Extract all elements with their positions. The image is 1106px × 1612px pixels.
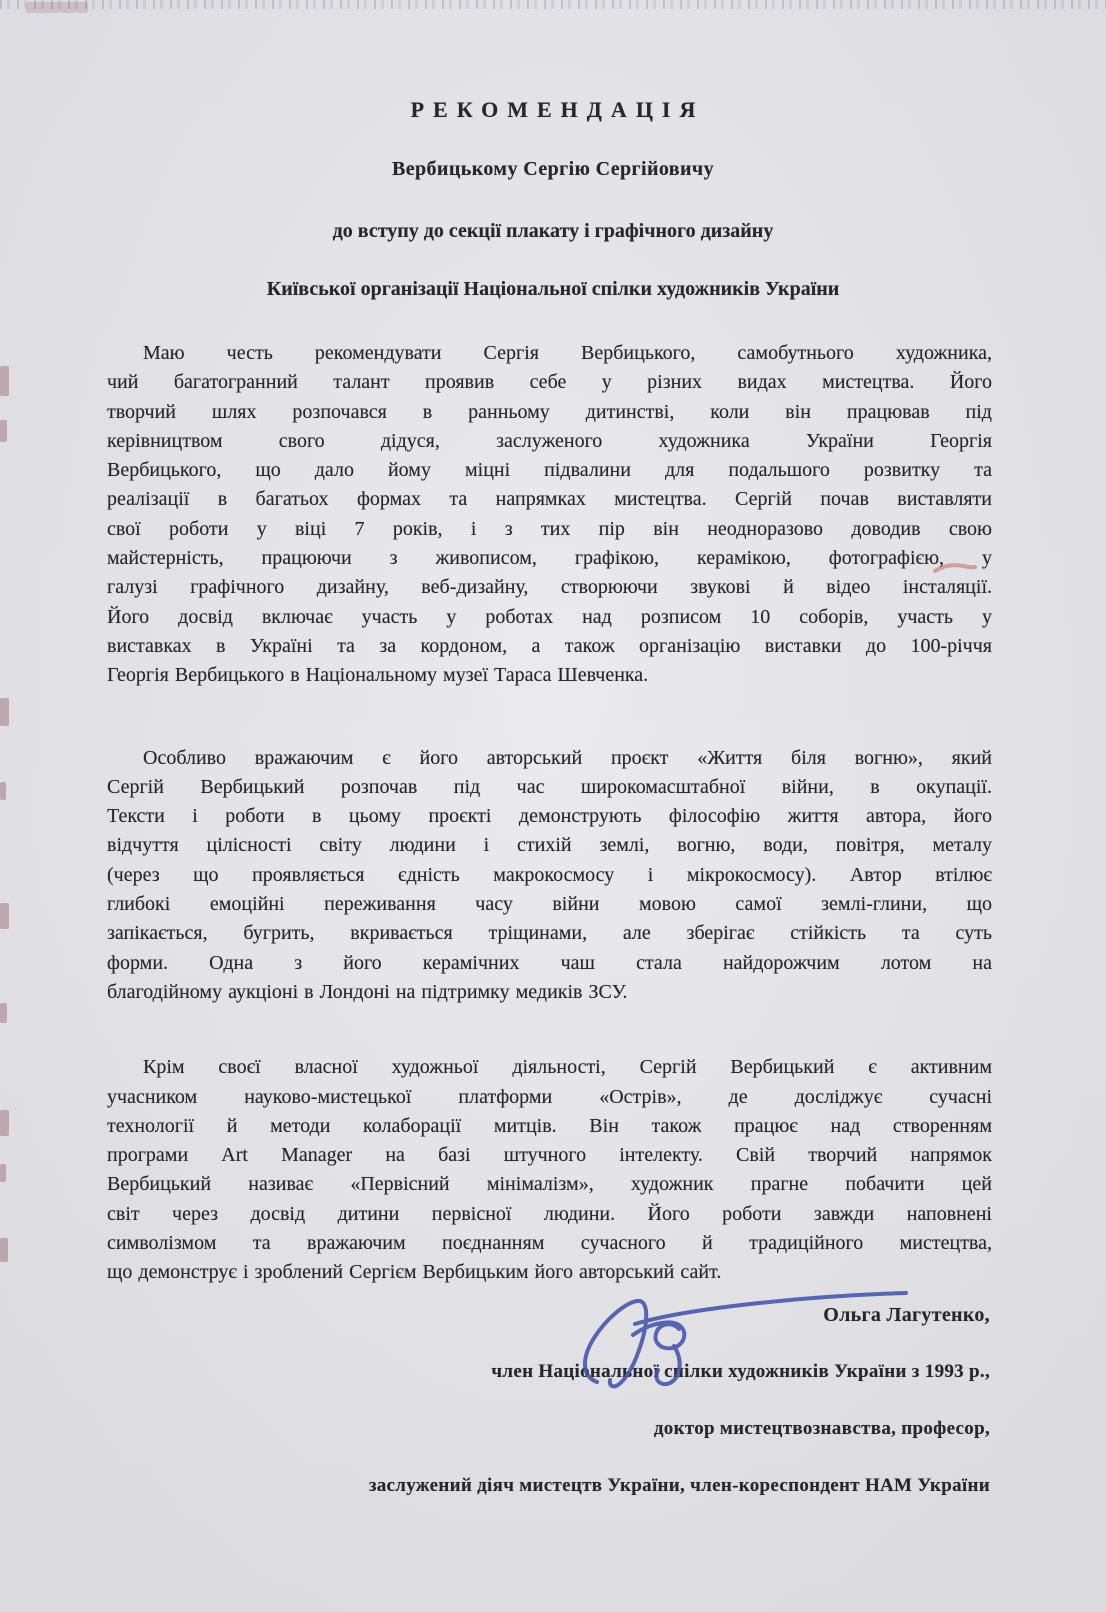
edge-smudge	[0, 420, 7, 442]
body-line: що демонструє і зроблений Сергієм Вербицьким його авторський сайт.	[107, 1261, 722, 1284]
body-line: Тексти і роботи в цьому проєкті демонструють філософію життя автора, його	[107, 805, 992, 828]
body-line: Георгія Вербицького в Національному музеї Тараса Шевченка.	[107, 664, 649, 687]
body-line: майстерність, працюючи з живописом, графікою, керамікою, фотографією, у	[107, 547, 992, 570]
edge-smudge	[0, 782, 6, 800]
subtitle-purpose: до вступу до секції плакату і графічного дизайну	[332, 220, 774, 242]
body-line: виставках в Україні та за кордоном, а також організацію виставки до 100-річчя	[107, 634, 992, 657]
body-line: благодійному аукціоні в Лондоні на підтримку медиків ЗСУ.	[107, 980, 628, 1003]
body-line: форми. Одна з його керамічних чаш стала найдорожчим лотом на	[107, 951, 992, 974]
paragraph	[107, 744, 992, 1008]
document-title: РЕКОМЕНДАЦІЯ	[410, 97, 705, 122]
paragraph	[107, 339, 992, 691]
signer-credential-line: заслужений діяч мистецтв України, член-кореспондент НАМ України	[368, 1474, 990, 1496]
body-line: Сергій Вербицький розпочав під час широкомасштабної війни, в окупації.	[107, 775, 992, 798]
body-line: творчий шлях розпочався в ранньому дитинстві, коли він працював під	[107, 400, 992, 423]
body	[107, 339, 992, 1288]
body-line: Особливо вражаючим є його авторський проєкт «Життя біля вогню», який	[143, 746, 992, 769]
body-line: символізмом та вражаючим поєднанням сучасного й традиційного мистецтва,	[107, 1232, 992, 1255]
body-line: галузі графічного дизайну, веб-дизайну, створюючи звукові й відео інсталяції.	[107, 576, 992, 599]
body-line: Вербицького, що дало йому міцні підвалини для подальшого розвитку та	[107, 459, 992, 482]
body-line: Крім своєї власної художньої діяльності, Сергій Вербицький є активним	[143, 1056, 992, 1079]
edge-smudge	[0, 1003, 7, 1023]
body-line: Його досвід включає участь у роботах над розписом 10 соборів, участь у	[107, 605, 992, 628]
subtitle-organization: Київської організації Національної спілки художників України	[266, 278, 840, 300]
red-pen-mark	[933, 558, 977, 578]
body-line: реалізації в багатьох формах та напрямках мистецтва. Сергій почав виставляти	[107, 488, 992, 511]
body-line: (через що проявляється єдність макрокосмосу і мікрокосмосу). Автор втілює	[107, 863, 992, 886]
body-line: відчуття цілісності світу людини і стихій землі, вогню, води, повітря, металу	[107, 834, 992, 857]
edge-smudge	[0, 1238, 8, 1262]
body-line: керівництвом свого дідуся, заслуженого художника України Георгія	[107, 429, 992, 452]
body-line: чий багатогранний талант проявив себе у різних видах мистецтва. Його	[107, 371, 992, 394]
signer-name: Ольга Лагутенко,	[823, 1303, 990, 1326]
body-line: запікається, бугрить, вкривається тріщинами, але зберігає стійкість та суть	[107, 922, 992, 945]
body-line: Маю честь рекомендувати Сергія Вербицького, самобутнього художника,	[143, 342, 992, 364]
body-line: технології й методи колаборації митців. Він також працює над створенням	[107, 1114, 992, 1137]
paragraph	[107, 1053, 992, 1287]
body-line: світ через досвід дитини первісної людини. Його роботи завжди наповнені	[107, 1202, 992, 1225]
edge-smudge	[0, 1164, 6, 1182]
edge-smudge	[0, 366, 9, 396]
signer-credential-line: член Національної спілки художників України з 1993 р.,	[491, 1360, 990, 1382]
body-line: Вербицький називає «Первісний мінімалізм», художник прагне побачити цей	[107, 1173, 992, 1196]
addressee-line: Вербицькому Сергію Сергійовичу	[391, 158, 715, 180]
edge-smudge	[0, 1110, 9, 1136]
body-line: учасником науково-мистецької платформи «Острів», де досліджує сучасні	[107, 1085, 992, 1108]
edge-smudge	[26, 2, 88, 13]
signer-credential-line: доктор мистецтвознавства, професор,	[653, 1417, 990, 1439]
edge-smudge	[0, 903, 9, 929]
document-header	[0, 0, 1106, 302]
handwritten-signature	[573, 1284, 918, 1399]
body-line: програми Art Manager на базі штучного інтелекту. Свій творчий напрямок	[107, 1144, 992, 1167]
body-line: свої роботи у віці 7 років, і з тих пір він неодноразово доводив свою	[107, 517, 992, 540]
body-line: глибокі емоційні переживання часу війни мовою самої землі-глини, що	[107, 893, 992, 916]
edge-smudge	[0, 698, 9, 726]
scan-edge-artifact	[0, 0, 1106, 9]
